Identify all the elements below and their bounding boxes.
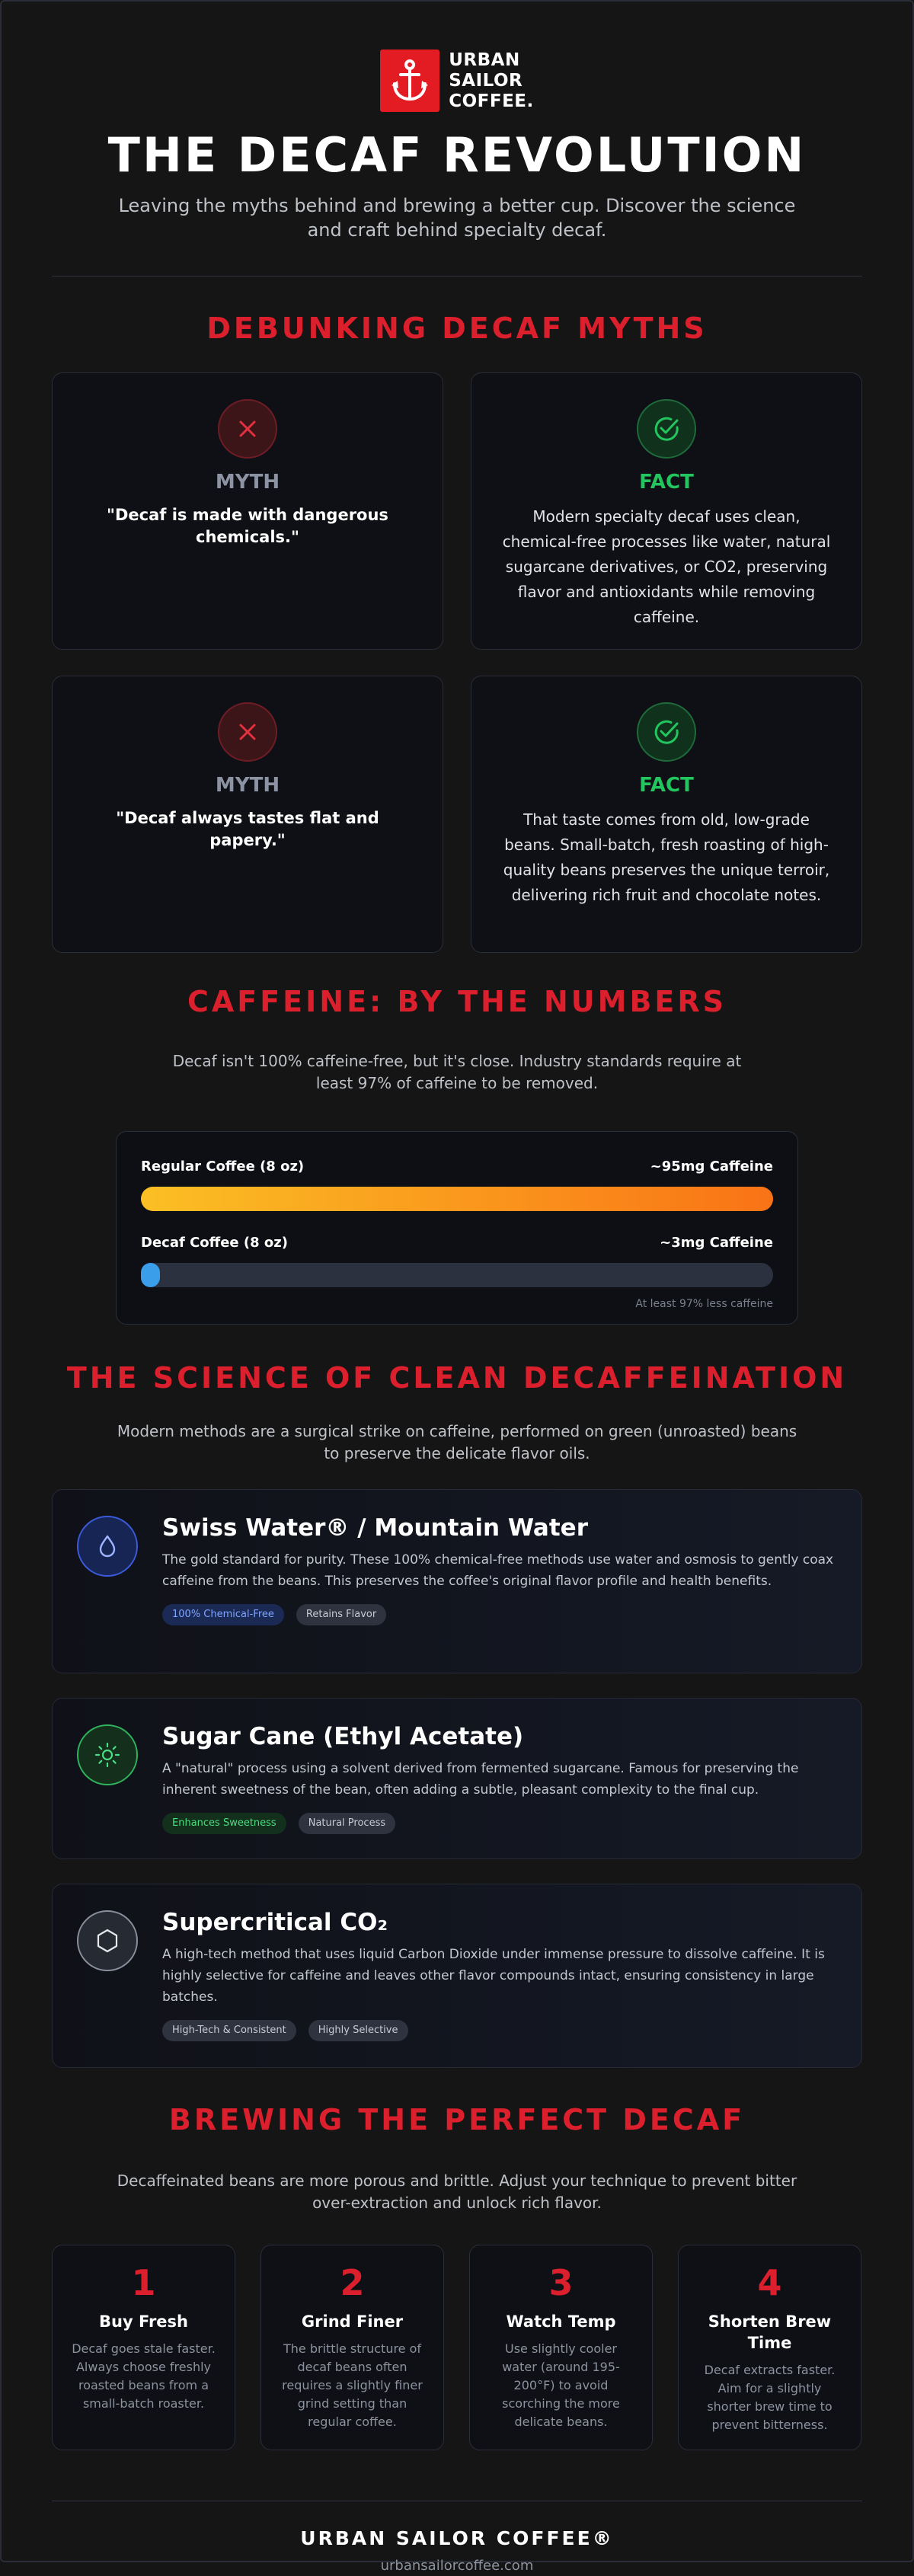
tag: Enhances Sweetness xyxy=(162,1813,286,1834)
brewing-steps xyxy=(52,2245,862,2450)
science-section xyxy=(52,1360,862,2068)
section-title: BREWING THE PERFECT DECAF xyxy=(168,2103,746,2137)
fact-card xyxy=(471,372,862,650)
check-circle-icon xyxy=(637,399,696,459)
step-card xyxy=(678,2245,861,2450)
method-description: A high-tech method that uses liquid Carbon Dioxide under immense pressure to dissolve caffeine. It is highly selective for caffeine and leaves other flavor compounds intact, ensuring consistency in large batches. xyxy=(162,1947,825,2005)
anchor-icon xyxy=(380,50,439,112)
step-description: Decaf extracts faster. Aim for a slightly shorter brew time to prevent bitterness. xyxy=(704,2363,836,2432)
section-intro: Decaffeinated beans are more porous and brittle. Adjust your technique to prevent bitter over-extraction and unlock rich flavor. xyxy=(117,2172,797,2212)
footer-url[interactable]: urbansailorcoffee.com xyxy=(380,2558,534,2574)
decaf-coffee-bar xyxy=(141,1263,160,1287)
caffeine-section xyxy=(52,983,862,1325)
step-title: Grind Finer xyxy=(301,2312,404,2331)
logo-text xyxy=(449,50,534,112)
tag-list xyxy=(162,1604,837,1625)
bar-value: ~3mg Caffeine xyxy=(660,1235,773,1251)
page-title: THE DECAF REVOLUTION xyxy=(107,127,807,183)
myth-label: MYTH xyxy=(215,774,280,797)
x-icon xyxy=(218,399,277,459)
tag: Natural Process xyxy=(299,1813,395,1834)
step-title: Watch Temp xyxy=(506,2312,616,2331)
myths-section xyxy=(52,310,862,953)
bar-note: At least 97% less caffeine xyxy=(635,1298,773,1310)
step-card xyxy=(469,2245,653,2450)
tag: High-Tech & Consistent xyxy=(162,2020,296,2041)
method-title: Swiss Water® / Mountain Water xyxy=(162,1514,588,1542)
myth-statement: "Decaf is made with dangerous chemicals." xyxy=(107,506,388,546)
fact-card xyxy=(471,676,862,953)
brewing-section xyxy=(52,2101,862,2450)
logo-line: COFFEE. xyxy=(449,91,534,111)
bar-track xyxy=(141,1263,773,1287)
myth-statement: "Decaf always tastes flat and papery." xyxy=(116,809,379,849)
myth-label: MYTH xyxy=(215,471,280,494)
step-card xyxy=(260,2245,444,2450)
water-drop-icon xyxy=(77,1516,138,1577)
section-title: CAFFEINE: BY THE NUMBERS xyxy=(187,985,727,1018)
step-title: Buy Fresh xyxy=(98,2312,188,2331)
tag: Highly Selective xyxy=(308,2020,408,2041)
method-description: The gold standard for purity. These 100% chemical-free methods use water and osmosis to gently coax caffeine from the beans. This preserves the coffee's original flavor profile and health benefits. xyxy=(162,1552,834,1589)
tag-list xyxy=(162,2020,837,2041)
method-title: Sugar Cane (Ethyl Acetate) xyxy=(162,1723,524,1750)
header xyxy=(52,2,862,242)
hexagon-icon xyxy=(77,1910,138,1971)
bar-value: ~95mg Caffeine xyxy=(650,1159,773,1175)
section-intro: Decaf isn't 100% caffeine-free, but it's close. Industry standards require at least 97% of caffeine to be removed. xyxy=(172,1052,742,1092)
page-subtitle: Leaving the myths behind and brewing a better cup. Discover the science and craft behind specialty decaf. xyxy=(118,195,796,241)
caffeine-comparison-panel xyxy=(116,1131,798,1325)
regular-coffee-bar xyxy=(141,1187,773,1211)
step-number: 1 xyxy=(131,2262,156,2303)
fact-statement: Modern specialty decaf uses clean, chemical-free processes like water, natural sugarcane derivatives, or CO2, preserving flavor and antioxidants while removing caffeine. xyxy=(502,507,831,626)
sun-icon xyxy=(77,1724,138,1785)
method-title: Supercritical CO₂ xyxy=(162,1909,388,1936)
fact-label: FACT xyxy=(639,471,694,494)
bar-label: Decaf Coffee (8 oz) xyxy=(141,1235,288,1251)
footer-brand: URBAN SAILOR COFFEE® xyxy=(300,2527,614,2549)
bar-label: Regular Coffee (8 oz) xyxy=(141,1159,305,1175)
step-number: 4 xyxy=(757,2262,782,2303)
brand-logo xyxy=(52,49,862,113)
method-card xyxy=(52,1884,862,2068)
tag: 100% Chemical-Free xyxy=(162,1604,284,1625)
step-description: Decaf goes stale faster. Always choose freshly roasted beans from a small-batch roaster. xyxy=(72,2341,216,2411)
myth-card xyxy=(52,372,443,650)
myth-card xyxy=(52,676,443,953)
logo-line: SAILOR xyxy=(449,70,523,91)
myth-grid xyxy=(52,372,862,953)
fact-statement: That taste comes from old, low-grade beans. Small-batch, fresh roasting of high-quality beans preserves the unique terroir, delivering rich fruit and chocolate notes. xyxy=(503,810,830,904)
method-card xyxy=(52,1489,862,1673)
section-title: THE SCIENCE OF CLEAN DECAFFEINATION xyxy=(66,1361,848,1395)
step-card xyxy=(52,2245,235,2450)
method-card xyxy=(52,1698,862,1859)
step-number: 2 xyxy=(340,2262,365,2303)
section-title: DEBUNKING DECAF MYTHS xyxy=(206,312,708,345)
fact-label: FACT xyxy=(639,774,694,797)
x-icon xyxy=(218,702,277,762)
bar-header xyxy=(141,1234,773,1252)
check-circle-icon xyxy=(637,702,696,762)
method-description: A "natural" process using a solvent derived from fermented sugarcane. Famous for preserving the inherent sweetness of the bean, often adding a subtle, pleasant complexity to the final cup. xyxy=(162,1761,799,1798)
footer xyxy=(52,2526,862,2576)
step-description: Use slightly cooler water (around 195-200°F) to avoid scorching the more delicate beans. xyxy=(502,2341,620,2429)
bar-header xyxy=(141,1158,773,1176)
logo-line: URBAN xyxy=(449,50,520,70)
tag-list xyxy=(162,1813,837,1834)
step-title: Shorten Brew Time xyxy=(708,2312,832,2352)
bar-track xyxy=(141,1187,773,1211)
step-number: 3 xyxy=(548,2262,574,2303)
step-description: The brittle structure of decaf beans often requires a slightly finer grind setting than regular coffee. xyxy=(282,2341,423,2429)
section-intro: Modern methods are a surgical strike on caffeine, performed on green (unroasted) beans to preserve the delicate flavor oils. xyxy=(117,1422,797,1462)
tag: Retains Flavor xyxy=(296,1604,386,1625)
